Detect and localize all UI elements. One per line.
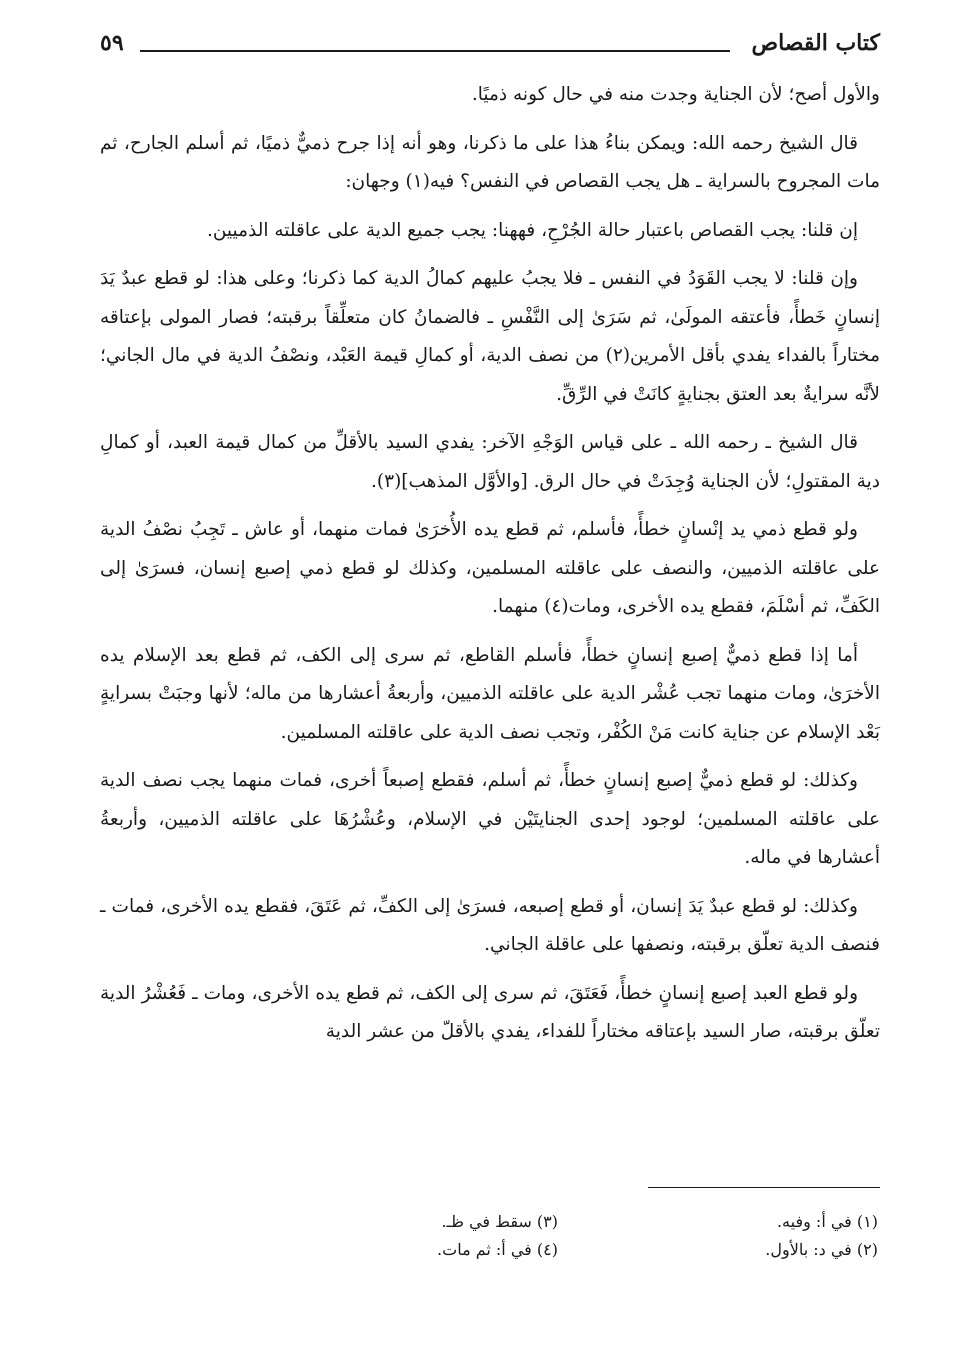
paragraph: ولو قطع العبد إصبع إنسانٍ خطأً، فَعَتَقَ، ثم سرى إلى الكف، ثم قطع يده الأخرى، ومات ـ فَعُشْرُ الدية تعلّق برقبته، صار السيد بإعتاقه مختاراً للفداء، يفدي بالأقلّ من عشر الدية [100,982,880,1042]
header-rule [140,50,730,52]
paragraph: قال الشيخ ـ رحمه الله ـ على قياس الوَجْهِ الآخر: يفدي السيد بالأقلِّ من كمال قيمة العبد، أو كمالِ دية المقتولِ؛ لأن الجناية وُجِدَتْ في حال الرق. [والأوَّل المذهب](٣). [100,432,880,492]
paragraph: إن قلنا: يجب القصاص باعتبار حالة الجُرْحِ، فههنا: يجب جميع الدية على عاقلته الذميين. [206,219,858,241]
footnote: (٣) سقط في ظـ. [441,1212,558,1231]
paragraph: أما إذا قطع ذميٌّ إصبع إنسانٍ خطأً، فأسلم القاطع، ثم سرى إلى الكف، ثم قطع بعد الإسلام يده الأخرَىٰ، ومات منهما تجب عُشْر الدية على عاقلته الذميين، وأربعةُ أعشارها من ماله؛ لأنها وجبَتْ بسرايةٍ بَعْد الإسلام عن جناية كانت مَنْ الكُفْر، وتجب نصف الدية على عاقلته المسلمين. [100,644,880,743]
footnote: (٢) في د: بالأول. [765,1240,878,1259]
paragraph: قال الشيخ رحمه الله: ويمكن بناءُ هذا على ما ذكرنا، وهو أنه إذا جرح ذميٌّ ذميًا، ثم أسلم الجارح، ثم مات المجروح بالسراية ـ هل يجب القصاص في النفس؟ فيه(١) وجهان: [100,132,880,192]
main-text [100,76,880,1062]
paragraph: وكذلك: لو قطع ذميٌّ إصبع إنسانٍ خطأً، ثم أسلم، فقطع إصبعاً أخرى، فمات منهما يجب نصف الدية على عاقلته المسلمين؛ لوجود إحدى الجنايتَيْن في الإسلام، وعُشْرُهَا على عاقلته الذميين، وأربعةُ أعشارها في ماله. [100,770,880,868]
running-header [100,26,880,66]
paragraph: وكذلك: لو قطع عبدٌ يَدَ إنسان، أو قطع إصبعه، فسرَىٰ إلى الكفِّ، ثم عَتَقَ، فقطع يده الأخرى، فمات ـ فنصف الدية تعلّق برقبته، ونصفها على عاقلة الجاني. [100,895,880,955]
footnote-column-right [638,1208,878,1264]
footnote: (١) في أ: وفيه. [776,1212,878,1231]
chapter-title: كتاب القصاص [751,30,880,56]
page-number: ٥٩ [100,30,124,56]
footnote-column-left [318,1208,558,1264]
paragraph: ولو قطع ذمي يد إنْسانٍ خطأً، فأسلم، ثم قطع يده الأُخرَىٰ فمات منهما، أو عاش ـ تَجِبُ نصْفُ الدية على عاقلته الذميين، والنصف على عاقلته المسلمين، وكذلك لو قطع ذمي إصبع إنسان، فسرَىٰ إلى الكَفِّ، ثم أسْلَمَ، فقطع يده الأخرى، ومات(٤) منهما. [100,519,880,617]
paragraph: والأول أصح؛ لأن الجناية وجدت منه في حال كونه ذميًا. [471,84,880,105]
footnote: (٤) في أ: ثم مات. [437,1240,558,1259]
footnote-rule [648,1187,880,1188]
paragraph: وإن قلنا: لا يجب القَوَدُ في النفس ـ فلا يجبُ عليهم كمالُ الدية كما ذكرنا؛ وعلى هذا: لو قطع عبدٌ يَدَ إنسانٍ خَطأً، فأعتقه المولَىٰ، ثم سَرَىٰ إلى النَّفْسِ ـ فالضمانُ كان متعلِّقاً برقبته؛ فصار المولى بإعتاقه مختاراً بالفداء يفدي بأقل الأمرين(٢) من نصف الدية، أو كمالِ قيمة العَبْد، ونصْفُ الدية في مال الجاني؛ لأنَّه سرايةٌ بعد العتق بجنايةٍ كانَتْ في الرِّقِّ. [100,268,880,405]
